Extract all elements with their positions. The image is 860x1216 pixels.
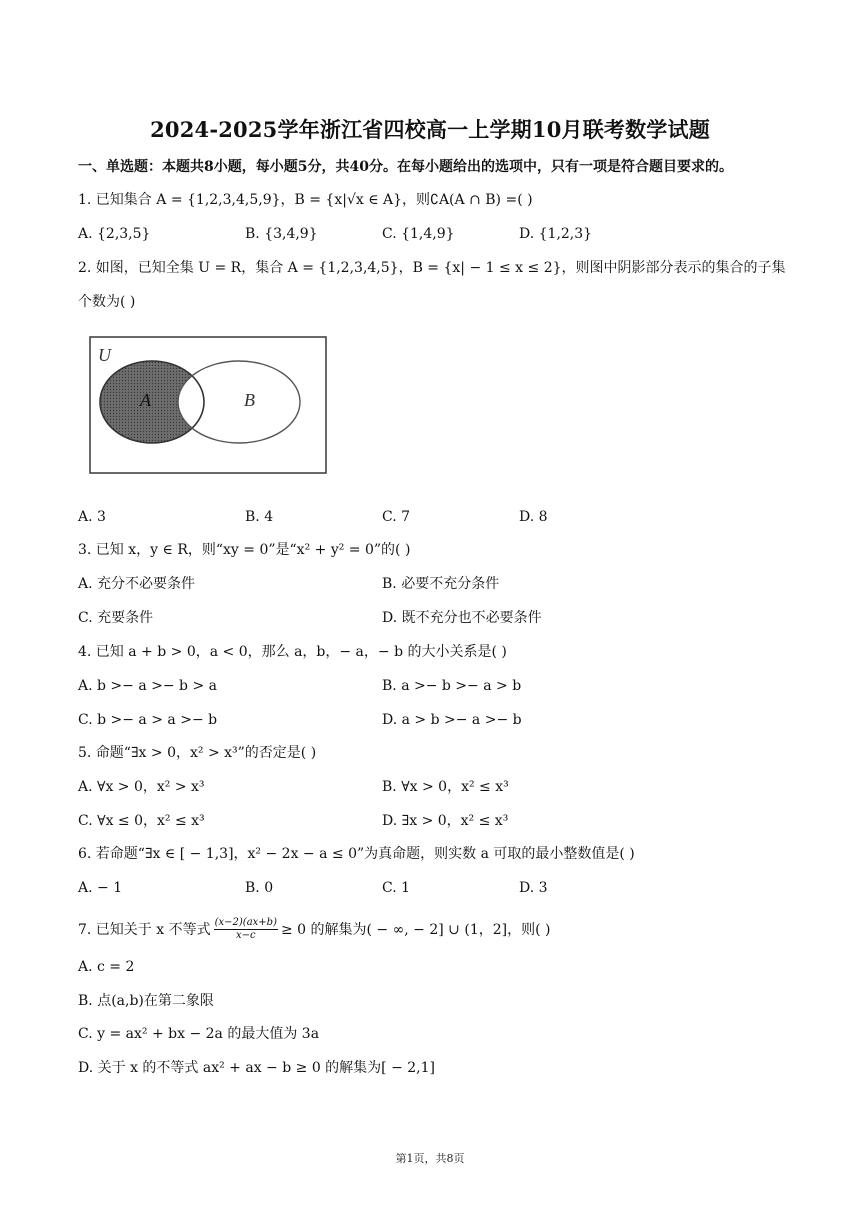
section-header: 一、单选题：本题共8小题，每小题5分，共40分。在每小题给出的选项中，只有一项是符合题目要求的。 xyxy=(78,159,733,175)
question-6-option-a: A. − 1 xyxy=(78,880,123,896)
question-3-option-c: C. 充要条件 xyxy=(78,610,154,626)
question-4-option-c: C. b >− a > a >− b xyxy=(78,712,218,728)
question-7-stem xyxy=(78,917,550,942)
question-5-stem: 5. 命题“∃x > 0，x² > x³”的否定是( ) xyxy=(78,745,317,761)
question-5-option-d: D. ∃x > 0，x² ≤ x³ xyxy=(382,813,509,829)
question-7-option-d: D. 关于 x 的不等式 ax² + ax − b ≥ 0 的解集为[ − 2,1] xyxy=(78,1060,435,1076)
question-1-option-d: D. {1,2,3} xyxy=(519,226,593,242)
question-6-option-b: B. 0 xyxy=(245,880,274,896)
question-7-option-b: B. 点(a,b)在第二象限 xyxy=(78,993,214,1009)
question-2-option-c: C. 7 xyxy=(382,509,411,525)
question-2-option-a: A. 3 xyxy=(78,509,106,525)
question-2-stem-line-2: 个数为( ) xyxy=(78,294,136,310)
question-4-option-b: B. a >− b >− a > b xyxy=(382,678,522,694)
question-7-fraction-numerator: (x−2)(ax+b) xyxy=(214,917,277,928)
question-7-fraction xyxy=(214,917,278,942)
question-5-option-b: B. ∀x > 0，x² ≤ x³ xyxy=(382,779,509,795)
question-3-option-a: A. 充分不必要条件 xyxy=(78,576,196,592)
question-1-option-a: A. {2,3,5} xyxy=(78,226,151,242)
question-4-option-a: A. b >− a >− b > a xyxy=(78,678,217,694)
question-6-option-c: C. 1 xyxy=(382,880,411,896)
question-7-stem-prefix: 7. 已知关于 x 不等式 xyxy=(78,921,211,938)
question-7-stem-suffix: ≥ 0 的解集为( − ∞, − 2] ∪ (1，2]，则( ) xyxy=(280,921,551,938)
set-b-label: B xyxy=(244,390,255,410)
venn-diagram xyxy=(88,334,330,476)
question-1-option-b: B. {3,4,9} xyxy=(245,226,318,242)
question-7-option-a: A. c = 2 xyxy=(78,959,135,975)
question-3-option-d: D. 既不充分也不必要条件 xyxy=(382,610,542,626)
question-6-stem: 6. 若命题“∃x ∈ [ − 1,3]，x² − 2x − a ≤ 0”为真命题，则实数 a 可取的最小整数值是( ) xyxy=(78,846,635,862)
question-6-option-d: D. 3 xyxy=(519,880,548,896)
question-2-stem-line-1: 2. 如图，已知全集 U = R，集合 A = {1,2,3,4,5}，B = {x| − 1 ≤ x ≤ 2}，则图中阴影部分表示的集合的子集 xyxy=(78,260,786,276)
question-3-option-b: B. 必要不充分条件 xyxy=(382,576,500,592)
question-2-option-b: B. 4 xyxy=(245,509,274,525)
question-1-option-c: C. {1,4,9} xyxy=(382,226,455,242)
question-3-stem: 3. 已知 x，y ∈ R，则“xy = 0”是“x² + y² = 0”的( ) xyxy=(78,542,411,558)
question-2-option-d: D. 8 xyxy=(519,509,548,525)
question-7-option-c: C. y = ax² + bx − 2a 的最大值为 3a xyxy=(78,1026,320,1042)
question-4-option-d: D. a > b >− a >− b xyxy=(382,712,522,728)
question-7-fraction-denominator: x−c xyxy=(235,930,256,941)
page-footer: 第1页，共8页 xyxy=(395,1152,465,1165)
question-1-stem: 1. 已知集合 A = {1,2,3,4,5,9}，B = {x|√x ∈ A}，则∁A(A ∩ B) =( ) xyxy=(78,192,533,208)
question-5-option-c: C. ∀x ≤ 0，x² ≤ x³ xyxy=(78,813,205,829)
question-4-stem: 4. 已知 a + b > 0，a < 0，那么 a，b，− a，− b 的大小关系是( ) xyxy=(78,644,507,660)
question-5-option-a: A. ∀x > 0，x² > x³ xyxy=(78,779,205,795)
set-a-label: A xyxy=(140,390,151,410)
universal-set-label: U xyxy=(98,345,111,365)
page-title: 2024-2025学年浙江省四校高一上学期10月联考数学试题 xyxy=(150,117,710,142)
